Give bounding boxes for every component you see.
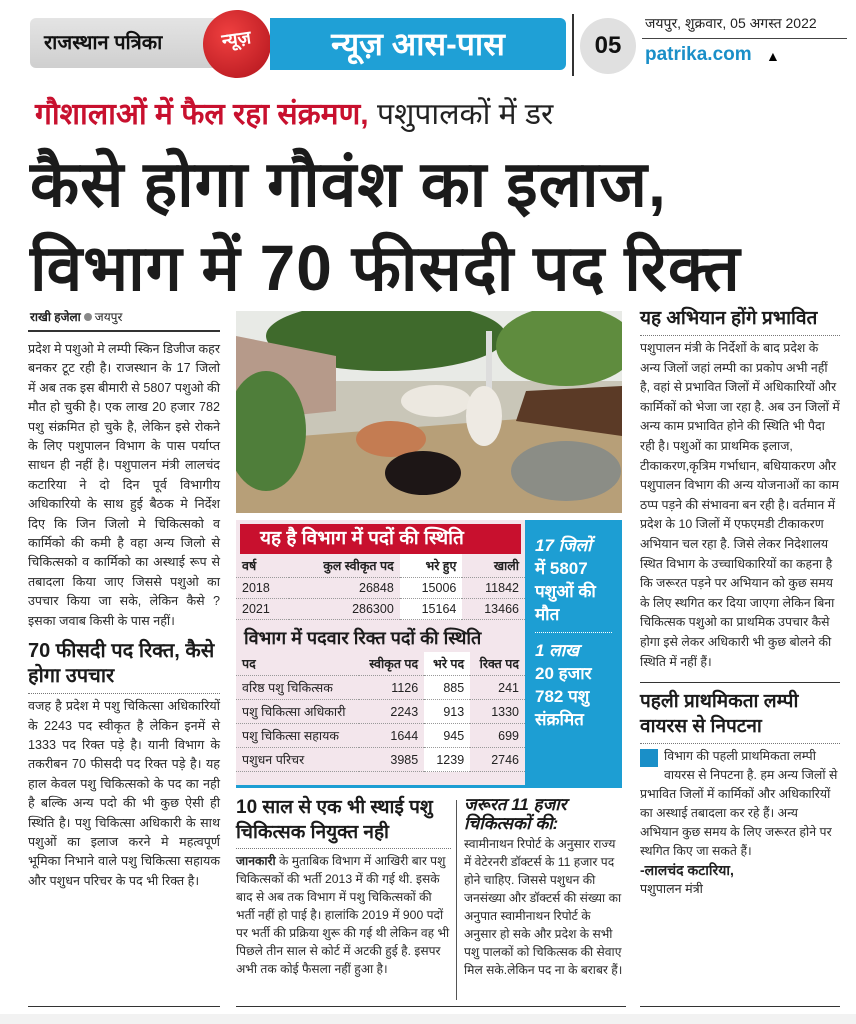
divider [28,693,220,694]
story-no-recruitment [236,795,451,978]
cell: वरिष्ठ पशु चिकित्सक [236,676,359,700]
header-cell: वर्ष [236,554,289,578]
stat1-lead: 17 जिलों [535,536,592,555]
kicker [35,92,553,133]
cell: 1239 [424,748,470,772]
table-row [236,700,525,724]
cell: 15164 [400,599,463,620]
headline-line-1: कैसे होगा गौवंश का इलाज, [30,148,667,220]
divider [642,38,847,39]
cell: 15006 [400,578,463,599]
cell: 1126 [359,676,424,700]
table2 [236,652,525,772]
divider [640,335,840,336]
cell: 2746 [470,748,525,772]
left-column [28,340,220,891]
subhead-70-percent: 70 फीसदी पद रिक्त, कैसे होगा उपचार [28,640,215,688]
header-cell: भरे पद [424,652,470,676]
dateline: जयपुर, शुक्रवार, 05 अगस्त 2022 [645,15,817,31]
paper-name: राजस्थान पत्रिका [30,18,220,68]
quote-author-title: पशुपालन मंत्री [640,882,703,897]
next-page-strip [0,1014,856,1024]
intro-paragraph: प्रदेश मे पशुओ मे लम्पी स्किन डिजीज कहर बनकर टूट रही है। राजस्थान के 17 जिलो में अब तक इस बीमारी से 5807 पशुओ की मौत हो चुकी है। एक लाख 20 हजार 782 पशु संक्रमित हो चुके है, लेकिन इसे रोकने के लिए पशुपालन विभाग के पास पर्याप्त साधन ही नहीं है। पशुपालन मंत्री लालचंद कटारिया ने दो दिन पूर्व विभागीय अधिकारियो के साथ हुई बैठक मे निर्देश दिए कि जिन जिलो मे चिकित्सको व कार्मिको की कमी है वहा अन्य जिलो से चिकित्सको व कार्मिको का अस्थाई रूप से तबादला किया जाए जिससे पशुओ का उपचार किया जा सके, लेकिन कैसे ? इसका जवाब किसी के पास नहीं। [28,342,220,628]
story-body: के मुताबिक विभाग में आखिरी बार पशु चिकित्सकों की भर्ती 2013 में की गई थी. इसके बाद से अब तक विभाग में पशु चिकित्सकों की भर्ती नहीं हो पाई है। हालांकि 2019 में 900 पदों पर भर्ती की प्रक्रिया शुरू की गई थी लेकिन वह भी पिछले तीन साल से कोर्ट में अटकी हुई है. इसपर अभी तक कोई फैसला नहीं हुआ है। [236,854,450,976]
table-header-row [236,554,525,578]
divider [535,632,612,633]
cell: 699 [470,724,525,748]
vacancy-tables-box [236,520,525,785]
divider [640,743,840,744]
divider [572,14,574,76]
divider [236,785,622,788]
cell: 1330 [470,700,525,724]
campaigns-paragraph: पशुपालन मंत्री के निर्देशों के बाद प्रदेश के अन्य जिलों जहां लम्पी का प्रकोप अभी नहीं है, वहां से प्रभावित जिलों में अधिकारियों और कार्मिकों को भेजा जा रहा है. अब उन जिलों में अन्य काम प्रभावित होने की स्थिति भी पैदा रही है। पशुओं का प्राथमिक इलाज, टीकाकरण,कृत्रिम गर्भाधान, बधियाकरण और पशुपालन विभाग की अन्य योजनाओं का काम ठप्प पड़ने की संभावना बन रही है। वर्तमान में प्रदेश के 10 जिलों में एफएमडी टीकाकरण अभियान चल रहा है. जिसे लेकर निदेशालय स्थित विभाग के उच्चाधिकारियों का कहना है कि जरूरत पड़ने पर अभियान को कुछ समय के लिए स्थगित कर दिया जाएगा लेकिन बिना चिकित्सक पशुओ का प्राथमिक उपचार कैसे होगा इसे लेकर अधिकारी भी कुछ बोलने की स्थिति में नहीं हैं। [640,341,840,669]
table-row [236,578,525,599]
stat2-lead: 1 लाख [535,641,580,660]
table-header-row [236,652,525,676]
table1-title: यह है विभाग में पदों की स्थिति [240,524,521,554]
header-cell: स्वीकृत पद [359,652,424,676]
divider [236,848,451,849]
divider [456,800,457,1000]
section-title: न्यूज़ आस-पास [270,18,566,70]
divider [236,1006,626,1007]
cell: 913 [424,700,470,724]
minister-quote: विभाग की पहली प्राथमिकता लम्पी वायरस से निपटना है. हम अन्य जिलों से प्रभावित जिलों में कार्मिकों और अधिकारियों का अस्थाई तबादला कर रहे हैं। अन्य अभियान कुछ समय के लिए जरूरत होने पर स्थगित किए जा सकते हैं। [640,749,838,859]
cell: 241 [470,676,525,700]
table2-title: विभाग में पदवार रिक्त पदों की स्थिति [244,628,482,648]
table-row [236,599,525,620]
cell: 2018 [236,578,289,599]
divider [640,1006,840,1007]
stat2-text: 20 हजार 782 पशु संक्रमित [535,664,592,729]
story-need-doctors [464,795,624,979]
cell: 1644 [359,724,424,748]
cell: पशुधन परिचर [236,748,359,772]
cell: 885 [424,676,470,700]
divider [640,682,840,683]
story-body: स्वामीनाथन रिपोर्ट के अनुसार राज्य में वेटेरनरी डॉक्टर्स के 11 हजार पद होने चाहिए. जिससे पशुधन की जनसंख्या और डॉक्टर्स की संख्या का अनुपात स्वामीनाथन रिपोर्ट के अनुसार हो सके और प्रदेश के सभी पशु पालकों को चिकित्सक की सेवाए मिल सके.लेकिन पद ना के बराबर हैं। [464,837,623,977]
cell: 2021 [236,599,289,620]
story-title: 10 साल से एक भी स्थाई पशु चिकित्सक नियुक्त नही [236,797,433,843]
divider [28,330,220,332]
cell: पशु चिकित्सा सहायक [236,724,359,748]
kicker-red: गौशालाओं में फैल रहा संक्रमण, [35,98,369,131]
cattle-photo [236,311,622,513]
story-title: जरूरत 11 हजार चिकित्सकों की: [464,795,567,833]
body-paragraph: वजह है प्रदेश मे पशु चिकित्सा अधिकारियों के 2243 पद स्वीकृत है लेकिन इनमें से 1333 पद रिक्त पड़े है। यानी विभाग के तकरीबन 70 फीसदी पद रिक्त पड़े है। यह हाल केवल पशु चिकित्सको के पद का नही है बल्कि अन्य पदो की भी कुछ ऐसी ही स्थिति है। पशु चिकित्सा अधिकारी के साथ पशुओं का इलाज करने मे महत्वपूर्ण भूमिका निभाने वाले पशु चिकित्सा सहायक और पशुधन परिचर के पद भी रिक्त है। [28,699,220,888]
subhead-campaigns-affected: यह अभियान होंगे प्रभावित [640,308,818,329]
quote-author: -लालचंद कटारिया, [640,862,734,879]
cell: 26848 [289,578,400,599]
right-column [640,306,840,900]
bullet-icon [84,313,92,321]
cell: 2243 [359,700,424,724]
header-cell: खाली [462,554,525,578]
cell: 286300 [289,599,400,620]
table1 [236,554,525,620]
story-lead: जानकारी [236,854,276,868]
table-row [236,724,525,748]
header-cell: रिक्त पद [470,652,525,676]
news-today-seal-logo: न्यूज़ [199,6,276,83]
cell: 3985 [359,748,424,772]
cell: 11842 [462,578,525,599]
header-cell: कुल स्वीकृत पद [289,554,400,578]
author: राखी हजेला [30,310,81,324]
table-row [236,748,525,772]
table-row [236,676,525,700]
fact-box [525,520,622,785]
cell: 13466 [462,599,525,620]
header-cell: भरे हुए [400,554,463,578]
stat1-text: में 5807 पशुओं की मौत [535,559,596,624]
mouse-cursor-icon: ▲ [766,48,780,64]
header-cell: पद [236,652,359,676]
byline [30,308,122,325]
quote-icon [640,749,658,767]
subhead-first-priority: पहली प्राथमिकता लम्पी वायरस से निपटना [640,691,799,738]
cell: 945 [424,724,470,748]
byline-city: जयपुर [94,310,123,324]
headline-line-2: विभाग में 70 फीसदी पद रिक्त [30,232,741,304]
divider [28,1006,220,1007]
cell: पशु चिकित्सा अधिकारी [236,700,359,724]
page-number: 05 [580,18,636,74]
website-link[interactable]: patrika.com [645,44,752,65]
kicker-black: पशुपालकों में डर [368,98,554,131]
